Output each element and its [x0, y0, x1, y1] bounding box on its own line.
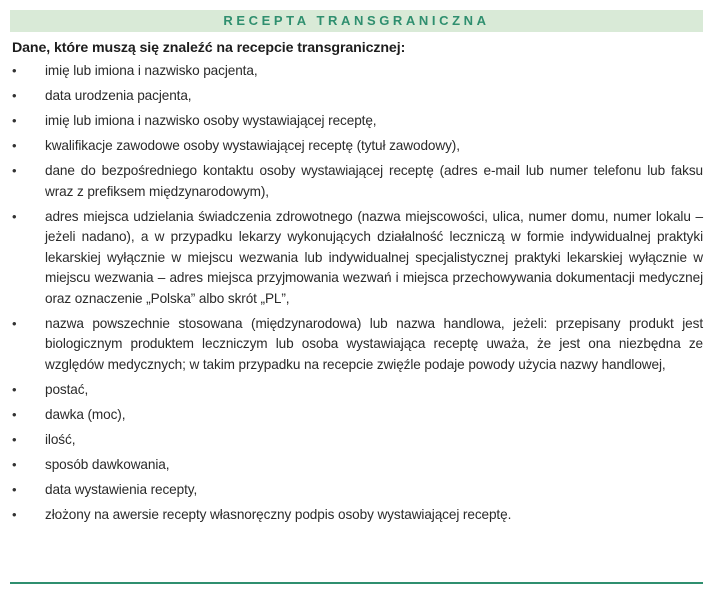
- list-item: • nazwa powszechnie stosowana (międzynarodowa) lub nazwa handlowa, jeżeli: przepisany produkt jest biologicznym produktem leczniczym lub osoba wystawiająca receptę uważa, że jest ona niezbędna ze względów medycznych; w takim przypadku na recepcie zwięźle podaje powody użycia nazwy handlowej,: [12, 315, 703, 372]
- bullet-icon: •: [12, 63, 17, 78]
- list-item: • imię lub imiona i nazwisko pacjenta,: [10, 61, 703, 82]
- list-item: • ilość,: [10, 430, 703, 451]
- bullet-icon: •: [12, 431, 17, 447]
- section-title: RECEPTA TRANSGRANICZNA: [223, 13, 490, 28]
- list-item: • kwalifikacje zawodowe osoby wystawiającej receptę (tytuł zawodowy),: [10, 136, 703, 157]
- list-item: • adres miejsca udzielania świadczenia zdrowotnego (nazwa miejscowości, ulica, numer domu, numer lokalu – jeżeli nadano), a w przypadku lekarzy wykonujących działalność leczniczą w formie indywidualnej praktyki lekarskiej wyłącznie w miejscu wezwania lub indywidualnej specjalistycznej praktyki lekarskiej wyłącznie w miejscu wezwania – adres miejsca przyjmowania wezwań i miejsca przechowywania dokumentacji medycznej oraz oznaczenie „Polska” albo skrót „PL”,: [12, 208, 703, 306]
- bullet-icon: •: [12, 481, 17, 497]
- list-item: • dane do bezpośredniego kontaktu osoby wystawiającej receptę (adres e-mail lub numer telefonu lub faksu wraz z prefiksem międzynarodowym),: [12, 163, 703, 199]
- list-item: • data urodzenia pacjenta,: [10, 86, 703, 107]
- bullet-icon: •: [12, 315, 17, 331]
- intro-heading: Dane, które muszą się znaleźć na recepcie transgranicznej:: [12, 40, 406, 56]
- bullet-icon: •: [12, 88, 17, 103]
- list-item: • imię lub imiona i nazwisko osoby wystawiającej receptę,: [10, 111, 703, 132]
- bullet-icon: •: [12, 113, 17, 128]
- bullet-icon: •: [12, 208, 17, 224]
- bottom-rule: [10, 582, 703, 584]
- bullet-icon: •: [12, 138, 17, 153]
- list-item: • złożony na awersie recepty własnoręczny podpis osoby wystawiającej receptę.: [10, 505, 703, 526]
- list-item: • dawka (moc),: [10, 405, 703, 426]
- list-item: • sposób dawkowania,: [10, 455, 703, 476]
- bullet-icon: •: [12, 506, 17, 522]
- bullet-icon: •: [12, 163, 17, 178]
- requirements-list: [10, 61, 703, 525]
- list-item: • postać,: [10, 380, 703, 401]
- section-title-bar: [10, 10, 703, 32]
- list-item: • data wystawienia recepty,: [10, 480, 703, 501]
- bullet-icon: •: [12, 456, 17, 472]
- bullet-icon: •: [12, 381, 17, 397]
- bullet-icon: •: [12, 406, 17, 422]
- document-box: [10, 10, 703, 584]
